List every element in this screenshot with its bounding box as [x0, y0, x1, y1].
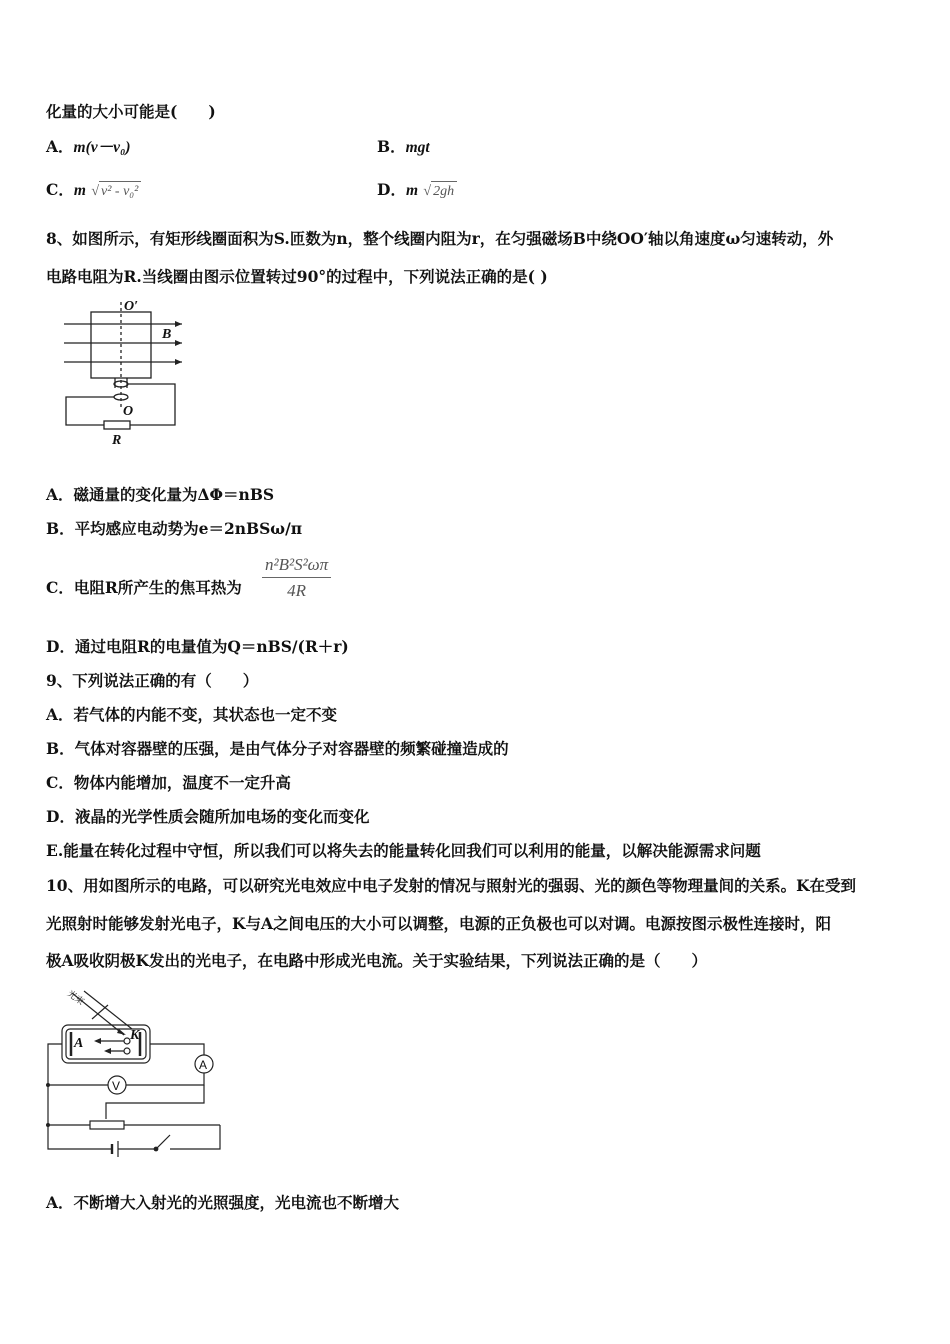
q10-stem-line2: 光照射时能够发射光电子，K与A之间电压的大小可以调整，电源的正负极也可以对调。电源按图示极性连接时，阳 [46, 914, 832, 933]
label-bottom-axis: O [123, 404, 134, 419]
q7-option-c [46, 180, 141, 202]
circuit-wire [150, 1044, 204, 1055]
circuit-wire [128, 384, 175, 425]
junction [46, 1123, 50, 1127]
arrow-head [175, 321, 182, 327]
light-window [92, 1005, 108, 1019]
slider-wire [106, 1085, 204, 1111]
label-resistor: R [112, 433, 122, 448]
q10-photoelectric-figure [44, 985, 229, 1165]
label-voltmeter: V [112, 1079, 121, 1093]
q7-option-b-label: B． [377, 137, 406, 156]
q7-option-b-expr: mgt [405, 139, 430, 156]
q9-option-a: A．若气体的内能不变，其状态也一定不变 [46, 705, 338, 724]
q7-option-c-label: C． [46, 180, 74, 199]
q7-option-a-expr: m(v－v₀) [73, 139, 131, 156]
q8-option-b: B．平均感应电动势为e＝2nBSω/π [46, 519, 303, 538]
q10-stem-line3: 极A吸收阴极K发出的光电子，在电路中形成光电流。关于实验结果，下列说法正确的是（ ） [46, 951, 708, 970]
arrow-head [104, 1048, 111, 1054]
q8-option-c: C．电阻R所产生的焦耳热为 [46, 578, 242, 597]
label-light: 光束 [65, 989, 86, 1008]
q7-option-b [377, 137, 430, 158]
q8-option-a: A．磁通量的变化量为ΔΦ＝nBS [46, 485, 275, 504]
q9-option-c: C．物体内能增加，温度不一定升高 [46, 773, 291, 792]
q7-option-a [46, 137, 131, 158]
q10-option-a: A．不断增大入射光的光照强度，光电流也不断增大 [46, 1193, 400, 1212]
q9-stem: 9、下列说法正确的有（ ） [46, 671, 259, 690]
q7-option-c-sqrt: √ v² - v₀² [91, 181, 141, 202]
q7-option-a-label: A． [46, 137, 74, 156]
q8-stem-line1: 8、如图所示，有矩形线圈面积为S.匝数为n，整个线圈内阻为r，在匀强磁场B中绕OO′轴以角速度ω匀速转动，外 [46, 229, 834, 248]
switch-pivot [154, 1147, 159, 1152]
circuit-wire [170, 1125, 220, 1149]
label-cathode: K [130, 1028, 140, 1043]
rheostat [90, 1121, 124, 1129]
q9-option-e: E.能量在转化过程中守恒，所以我们可以将失去的能量转化回我们可以利用的能量，以解决能源需求问题 [46, 841, 761, 860]
q7-option-d-sqrt: √ 2gh [423, 181, 457, 202]
label-anode: A [74, 1036, 84, 1051]
q8-option-c-fraction [262, 555, 331, 601]
q7-option-d-m: m [405, 182, 419, 199]
q9-option-b: B．气体对容器壁的压强，是由气体分子对容器壁的频繁碰撞造成的 [46, 739, 509, 758]
q10-stem-line1: 10、用如图所示的电路，可以研究光电效应中电子发射的情况与照射光的强弱、光的颜色等物理量间的关系。K在受到 [46, 876, 857, 895]
arrow-head [94, 1038, 101, 1044]
label-field: B [162, 327, 172, 342]
arrow-head [175, 340, 182, 346]
q7-option-c-radicand: v² - v₀² [99, 181, 141, 202]
q8-option-d: D．通过电阻R的电量值为Q＝nBS/(R＋r) [46, 637, 349, 656]
q7-option-d-radicand: 2gh [431, 181, 457, 202]
q8-coil-figure [58, 296, 188, 448]
q7-option-d-label: D． [377, 180, 406, 199]
q7-option-c-m: m [73, 182, 86, 199]
circuit-wire [126, 1073, 204, 1085]
resistor [104, 421, 130, 429]
junction [46, 1083, 50, 1087]
q9-option-d: D．液晶的光学性质会随所加电场的变化而变化 [46, 807, 370, 826]
label-ammeter: A [199, 1058, 208, 1072]
arrow-head [175, 359, 182, 365]
fraction-denominator: 4R [287, 581, 307, 600]
q8-stem-line2: 电路电阻为R.当线圈由图示位置转过90°的过程中，下列说法正确的是( ) [46, 267, 548, 286]
q7-option-d [377, 180, 457, 202]
label-top-axis: O′ [124, 299, 139, 314]
light-beam [84, 991, 132, 1029]
switch-lever [156, 1135, 170, 1149]
fraction-numerator: n²B²S²ωπ [262, 555, 331, 578]
electron [124, 1048, 130, 1054]
q7-stem-tail: 化量的大小可能是( ) [46, 102, 216, 121]
